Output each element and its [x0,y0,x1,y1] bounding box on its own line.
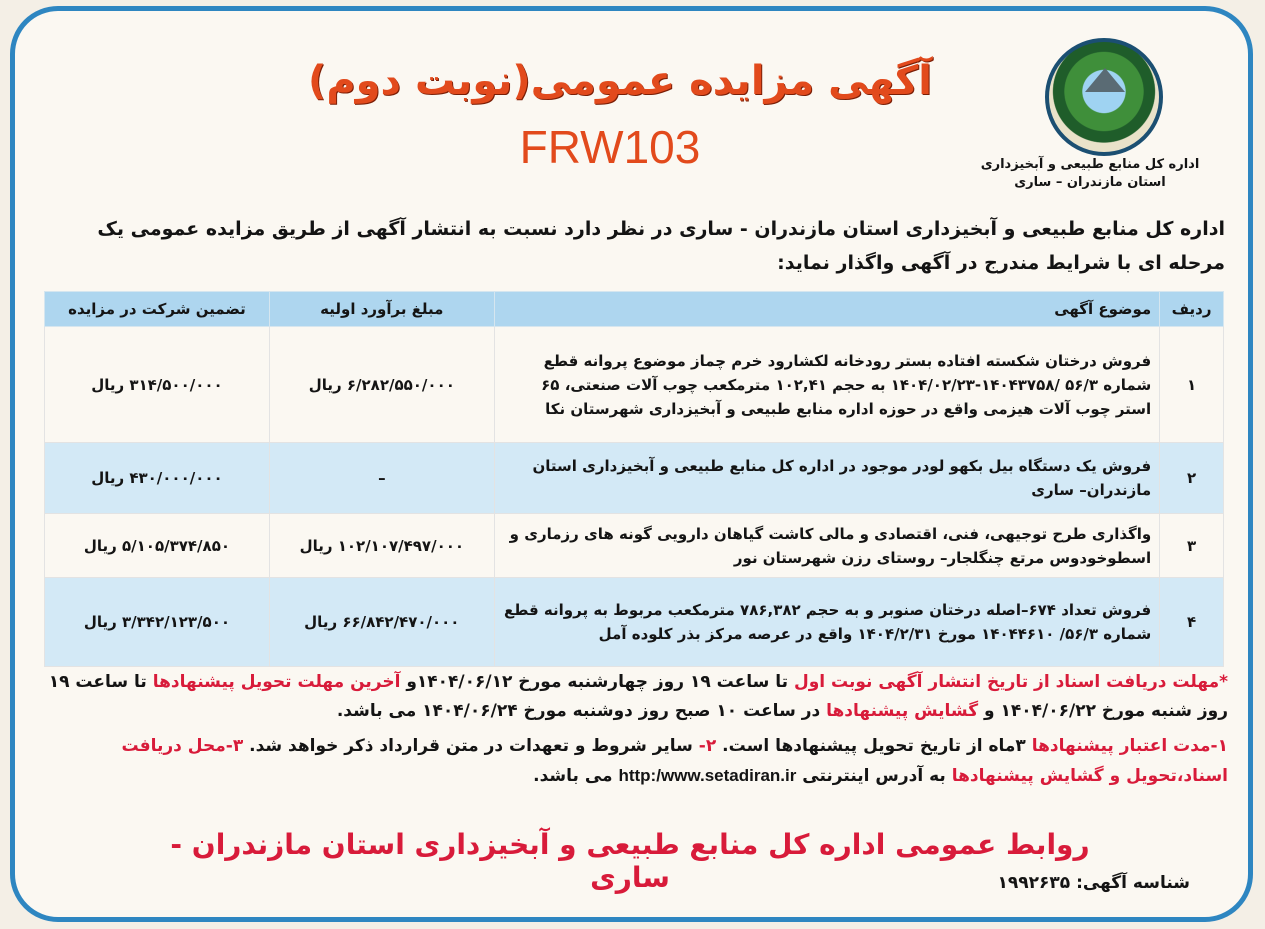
ad-id-label: شناسه آگهی: [1076,873,1190,893]
setadiran-url[interactable]: http:/www.setadiran.ir [618,766,797,785]
row-number: ۱ [1160,327,1224,443]
organization-name [955,156,1225,192]
item3-end: می باشد. [533,766,613,786]
row-guarantee: ۳۱۴/۵۰۰/۰۰۰ ریال [45,327,270,443]
header-row-no: ردیف [1160,292,1224,327]
row-estimate: ۶۶/۸۴۲/۴۷۰/۰۰۰ ریال [269,578,494,667]
row-guarantee: ۵/۱۰۵/۳۷۴/۸۵۰ ریال [45,514,270,578]
row-subject: فروش تعداد ۶۷۴–اصله درختان صنوبر و به حجم ۷۸۶,۳۸۲ مترمکعب مربوط به پروانه قطع شماره ۵۶/۳/ ۱۴۰۴۴۶۱۰ مورخ ۱۴۰۴/۲/۳۱ واقع در عرصه مرکز بذر کلوده آمل [494,578,1159,667]
row-subject: واگذاری طرح توجیهی، فنی، اقتصادی و مالی کاشت گیاهان دارویی گونه های رزماری و اسطوخودوس مرتع چنگلجار– روستای رزن شهرستان نور [494,514,1159,578]
header-estimate: مبلغ برآورد اولیه [269,292,494,327]
item2-label: ۲- [698,736,717,756]
row-guarantee: ۴۳۰/۰۰۰/۰۰۰ ریال [45,443,270,514]
ad-identifier [900,873,1190,893]
row-estimate: ۶/۲۸۲/۵۵۰/۰۰۰ ریال [269,327,494,443]
deadline-paragraph [40,668,1228,726]
row-estimate: – [269,443,494,514]
auction-table [44,291,1224,667]
deadline-opening-label: گشایش پیشنهادها [826,701,979,721]
row-number: ۲ [1160,443,1224,514]
header-subject: موضوع آگهی [494,292,1159,327]
notes-section [40,668,1228,791]
row-guarantee: ۳/۳۴۲/۱۲۳/۵۰۰ ریال [45,578,270,667]
table-row [45,514,1224,578]
org-name-line2: استان مازندران – ساری [1014,175,1166,190]
organization-logo [1045,38,1163,156]
ad-title: آگهی مزایده عمومی(نوبت دوم) [308,58,932,104]
row-number: ۳ [1160,514,1224,578]
validity-text: ۳ماه از تاریخ تحویل پیشنهادها است. [722,736,1026,756]
org-name-line1: اداره کل منابع طبیعی و آبخیزداری [980,157,1200,172]
ad-code: FRW103 [519,121,701,173]
public-relations-footer: روابط عمومی اداره کل منابع طبیعی و آبخیزداری استان مازندران - ساری [170,828,1090,894]
row-estimate: ۱۰۲/۱۰۷/۴۹۷/۰۰۰ ریال [269,514,494,578]
logo-mountain-icon [1085,68,1125,92]
deadline-last-label: آخرین مهلت تحویل پیشنهادها [152,672,401,692]
table-row [45,443,1224,514]
item3-text: به آدرس اینترنتی [802,766,946,786]
deadline-text-2: تا ساعت ۱۹ روز شنبه مورخ ۱۴۰۴/۰۶/۲۲ و [48,672,1228,721]
table-row [45,327,1224,443]
table-row [45,578,1224,667]
deadline-text-1: تا ساعت ۱۹ روز چهارشنبه مورخ ۱۴۰۴/۰۶/۱۲و [406,672,789,692]
intro-paragraph: اداره کل منابع طبیعی و آبخیزداری استان مازندران - ساری در نظر دارد نسبت به انتشار آگهی از طریق مزایده عمومی یک مرحله ای با شرایط مندرج در آگهی واگذار نماید: [97,218,1225,274]
ad-id-value: ۱۹۹۲۶۳۵ [997,873,1071,893]
deadline-text-3: در ساعت ۱۰ صبح روز دوشنبه مورخ ۱۴۰۴/۰۶/۲۴ می باشد. [336,701,821,721]
item2-text: سایر شروط و تعهدات در متن قرارداد ذکر خواهد شد. [249,736,693,756]
item3-label: ۳-محل دریافت اسناد،تحویل و گشایش پیشنهادها [121,736,1228,786]
table-header-row [45,292,1224,327]
validity-label: ۱-مدت اعتبار پیشنهادها [1031,736,1228,756]
terms-paragraph [40,732,1228,791]
deadline-star-label: *مهلت دریافت اسناد از تاریخ انتشار آگهی نوبت اول [793,672,1228,692]
row-subject: فروش درختان شکسته افتاده بستر رودخانه لکشارود خرم چماز موضوع پروانه قطع شماره ۵۶/۳ /۱۴۰۴۳۷۵۸-۱۴۰۴/۰۲/۲۳ به حجم ۱۰۲,۴۱ مترمکعب چوب آلات صنعتی، ۶۵ استر چوب آلات هیزمی واقع در حوزه اداره منابع طبیعی و آبخیزداری شهرستان نکا [494,327,1159,443]
header-guarantee: تضمین شرکت در مزایده [45,292,270,327]
row-subject: فروش یک دستگاه بیل بکهو لودر موجود در اداره کل منابع طبیعی و آبخیزداری استان مازندران– ساری [494,443,1159,514]
row-number: ۴ [1160,578,1224,667]
